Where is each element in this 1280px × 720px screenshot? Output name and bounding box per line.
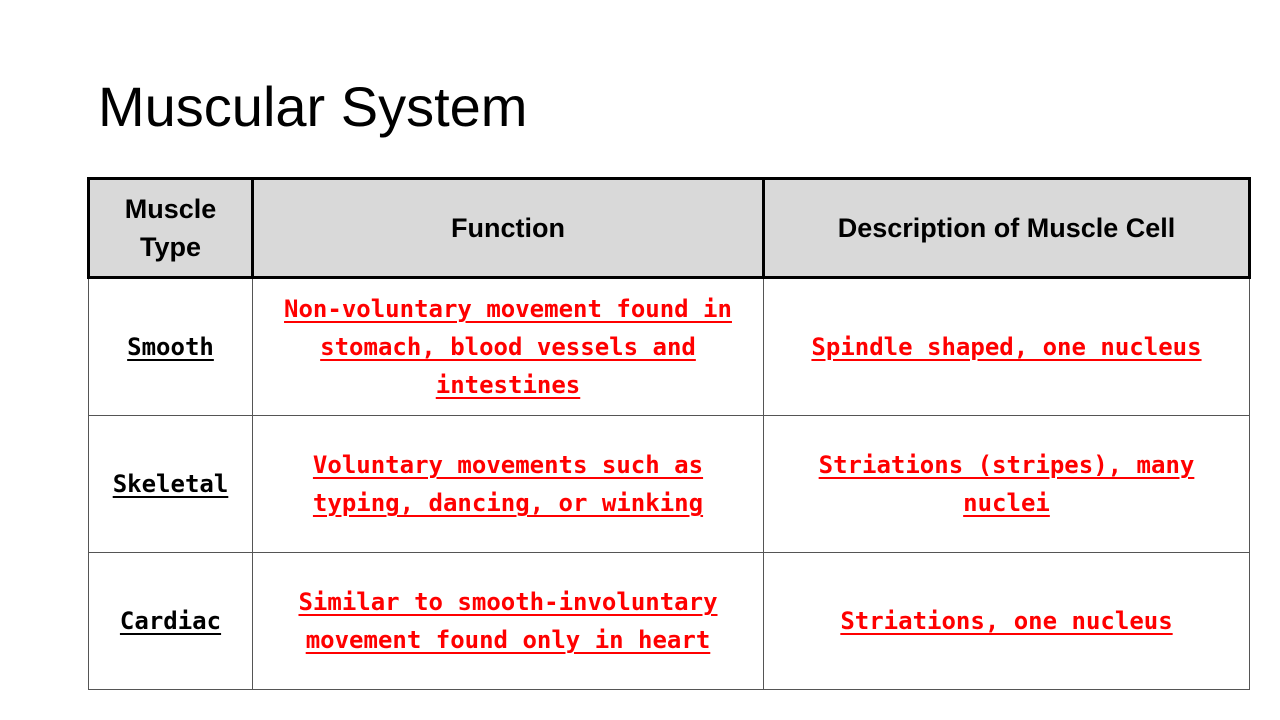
row-cardiac-function: Similar to smooth-involuntary movement found only in heart bbox=[253, 553, 764, 690]
header-function: Function bbox=[253, 179, 764, 278]
slide-title: Muscular System bbox=[98, 75, 528, 138]
table-row bbox=[89, 553, 1250, 690]
table-row bbox=[89, 278, 1250, 416]
row-skeletal-description: Striations (stripes), many nuclei bbox=[764, 416, 1250, 553]
row-smooth-description: Spindle shaped, one nucleus bbox=[764, 278, 1250, 416]
row-cardiac-description: Striations, one nucleus bbox=[764, 553, 1250, 690]
row-skeletal-type: Skeletal bbox=[89, 416, 253, 553]
muscle-table bbox=[87, 177, 1251, 690]
header-muscle-type: Muscle Type bbox=[89, 179, 253, 278]
row-skeletal-function: Voluntary movements such as typing, dancing, or winking bbox=[253, 416, 764, 553]
table-header-row bbox=[89, 179, 1250, 278]
row-smooth-function: Non-voluntary movement found in stomach, blood vessels and intestines bbox=[253, 278, 764, 416]
row-cardiac-type: Cardiac bbox=[89, 553, 253, 690]
header-description: Description of Muscle Cell bbox=[764, 179, 1250, 278]
table-row bbox=[89, 416, 1250, 553]
row-smooth-type: Smooth bbox=[89, 278, 253, 416]
